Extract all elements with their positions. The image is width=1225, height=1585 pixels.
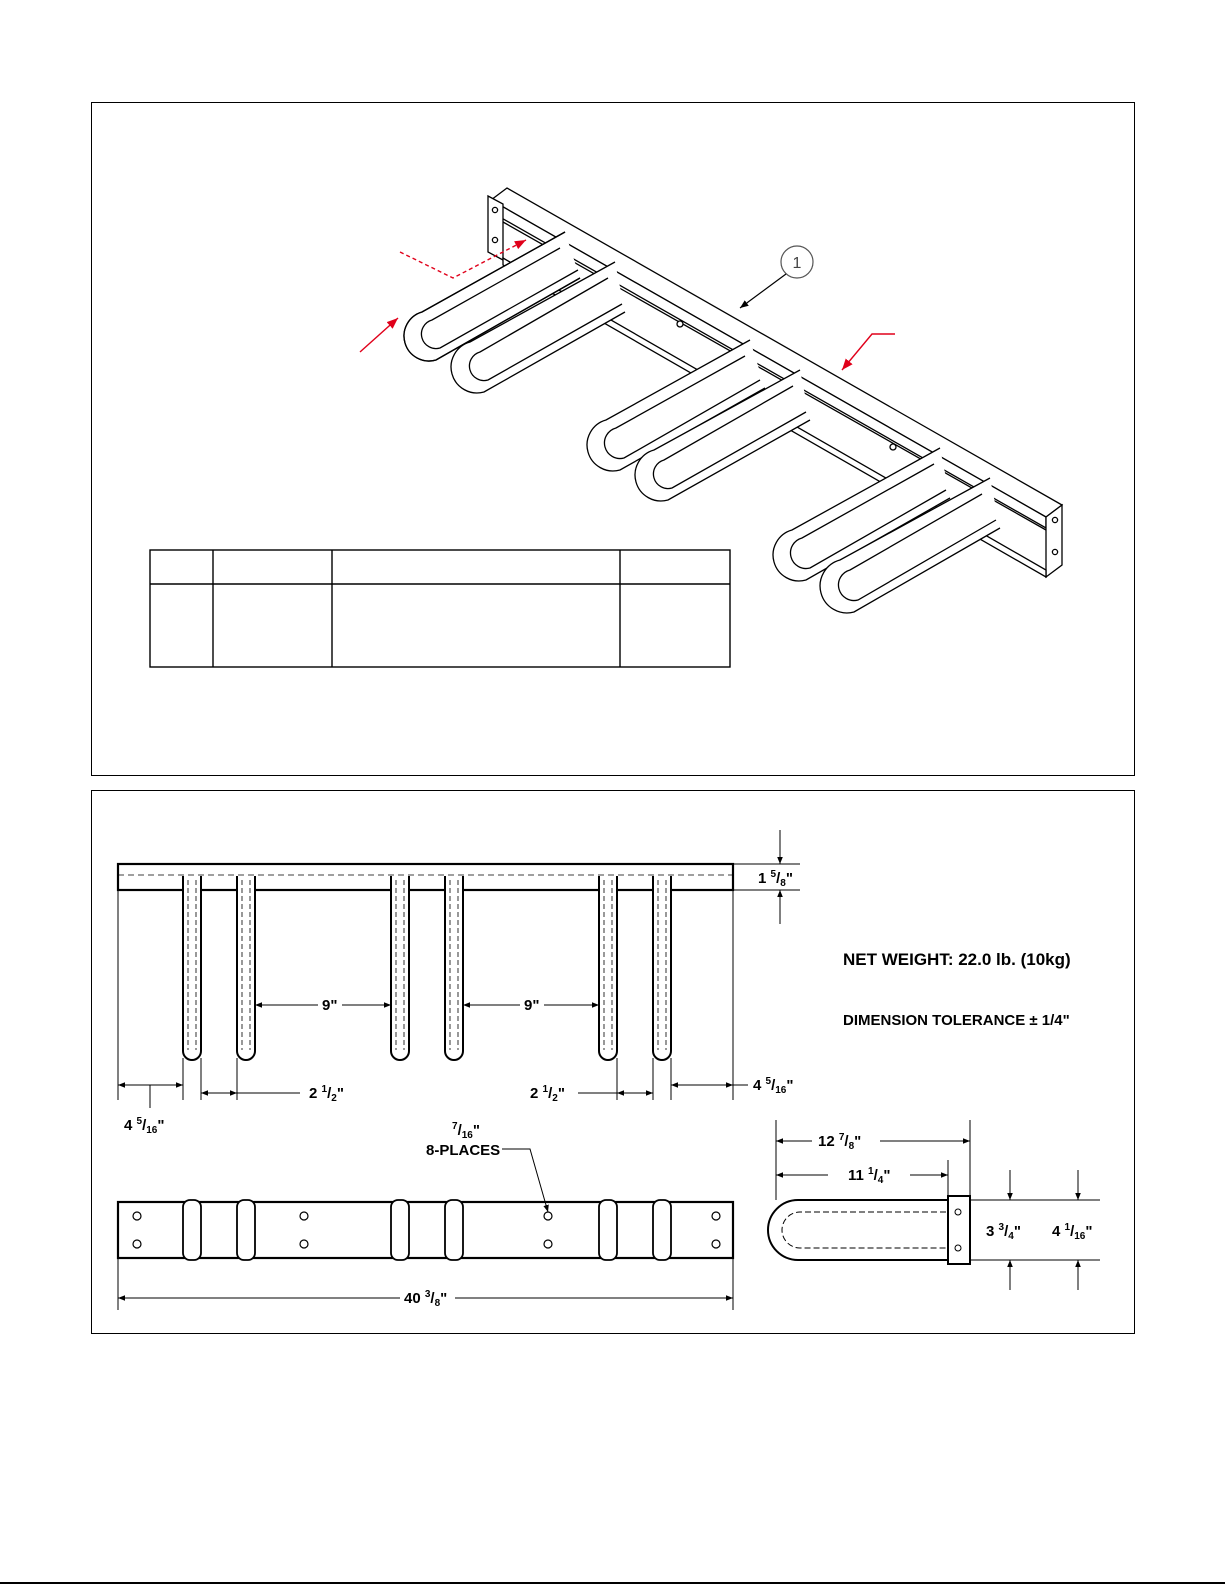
dim-arm-inner-width: 3 $^3/_4$" [986, 1222, 1021, 1242]
balloon-number: 1 [792, 255, 802, 272]
dim-gap-right: 2 $^1/_2$" [530, 1084, 565, 1104]
page-bottom-rule [0, 1582, 1225, 1584]
dim-flange-height: 1 $^5/_8$" [758, 869, 793, 889]
dim-hole-size: $^7/_{16}$" [452, 1121, 480, 1141]
tolerance-note: DIMENSION TOLERANCE ± 1/4" [843, 1012, 1070, 1029]
orthographic-views-panel [91, 790, 1135, 1334]
dim-end-offset-left: 4 $^5/_{16}$" [124, 1116, 165, 1136]
left-end-plate [488, 196, 503, 260]
net-weight-note: NET WEIGHT: 22.0 lb. (10kg) [843, 950, 1071, 969]
dim-spacing-left: 9" [322, 997, 338, 1014]
dim-spacing-right: 9" [524, 997, 540, 1014]
dim-end-offset-right: 4 $^5/_{16}$" [753, 1076, 794, 1096]
dim-overall-length: 40 $^3/_8$" [404, 1289, 448, 1309]
balloon-callout [740, 246, 813, 308]
dim-arm-inner: 11 $^1/_4$" [848, 1166, 891, 1186]
dim-hole-count: 8-PLACES [426, 1142, 501, 1159]
parts-table [150, 550, 730, 667]
dim-arm-outer-width: 4 $^1/_{16}$" [1052, 1222, 1093, 1242]
dim-gap-left: 2 $^1/_2$" [309, 1084, 344, 1104]
right-end-plate [1046, 505, 1062, 577]
dim-arm-overall: 12 $^7/_8$" [818, 1132, 862, 1152]
